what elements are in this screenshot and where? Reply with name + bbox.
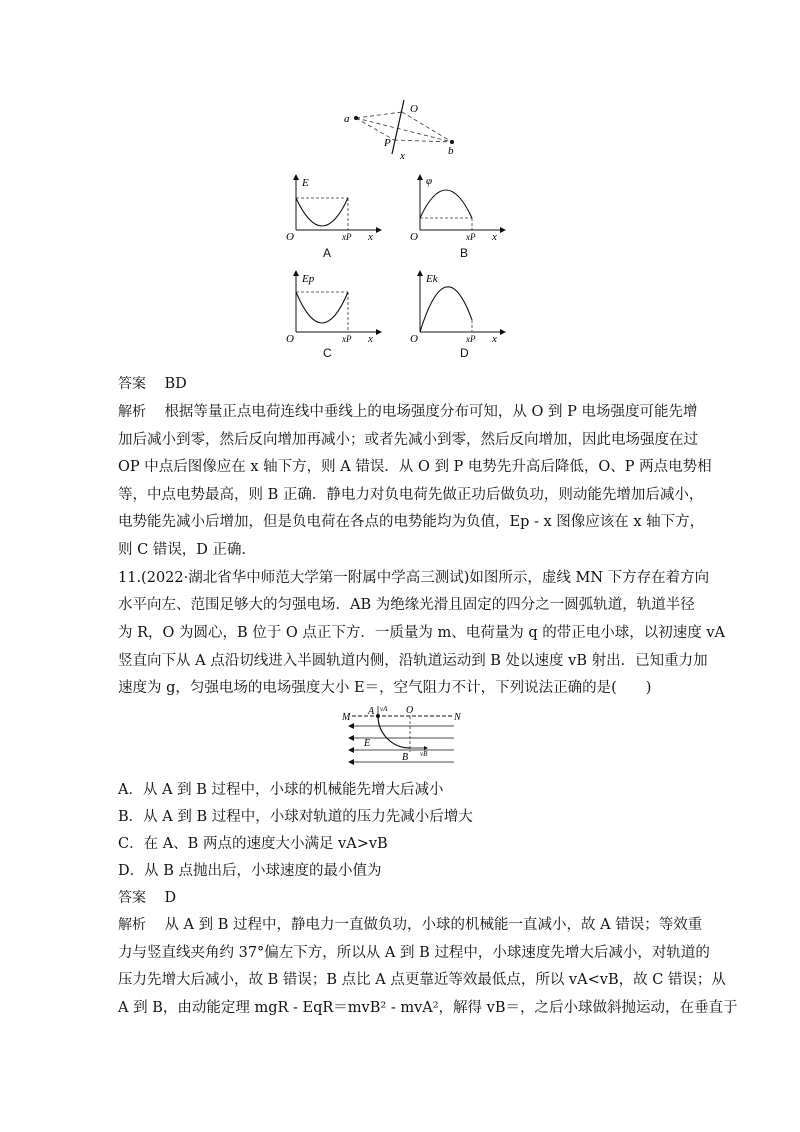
q11-label-M: M: [342, 712, 351, 723]
q11-stem-line-0: 11.(2022·湖北省华中师范大学第一附属中学高三测试)如图所示，虚线 MN 下方存在着方向: [118, 570, 710, 586]
q11-analysis-text-0: 从 A 到 B 过程中，静电力一直做负功，小球的机械能一直减小，故 A 错误；等效重: [164, 917, 703, 933]
q11-option-d: D．从 B 点抛出后，小球速度的最小值为: [118, 863, 382, 879]
q11-answer: D: [164, 890, 177, 906]
q11-analysis-line-2: 压力先增大后减小，故 B 错误；B 点比 A 点更靠近等效最低点，所以 vA<vB，故 C 错误；从: [118, 972, 726, 988]
q10-answer-row: [118, 374, 690, 394]
graph-a: [284, 172, 384, 242]
graph-c-caption: C: [323, 346, 332, 360]
q10-answer: BD: [164, 376, 187, 392]
graph-a-caption: A: [323, 246, 332, 260]
graph-d-caption: D: [460, 346, 469, 360]
q11-label-O: O: [406, 705, 414, 716]
graph-a-x: x: [368, 231, 373, 242]
graph-d-ylabel: Ek: [426, 273, 438, 285]
q11-option-a: A．从 A 到 B 过程中，小球的机械能先增大后减小: [118, 782, 444, 798]
q10-analysis-line-0: [118, 402, 698, 422]
graph-a-origin: O: [286, 231, 294, 242]
graph-b-caption: B: [460, 246, 469, 260]
q11-label-N: N: [454, 712, 461, 723]
graph-b-ylabel: φ: [426, 175, 433, 187]
graph-b-xp: xP: [466, 232, 476, 242]
label-x: x: [400, 150, 405, 162]
q11-field-diagram: [338, 702, 468, 774]
graph-c: [284, 268, 384, 344]
graph-d: [408, 268, 508, 344]
label-b: b: [448, 145, 454, 157]
label-O: O: [410, 103, 418, 115]
graph-a-ylabel: E: [302, 177, 309, 189]
charge-diagram: [340, 98, 470, 163]
graph-c-xp: xP: [342, 334, 352, 344]
q11-stem-line-3: 竖直向下从 A 点沿切线进入半圆轨道内侧，沿轨道运动到 B 处以速度 vB 射出．已知重力加: [118, 653, 708, 669]
graph-c-origin: O: [286, 333, 294, 344]
q11-stem-line-4: 速度为 g，匀强电场的电场强度大小 E＝，空气阻力不计，下列说法正确的是( ): [118, 680, 652, 696]
graph-a-xp: xP: [342, 232, 352, 242]
q11-analysis-label: 解析: [118, 917, 146, 933]
q11-analysis-line-1: 力与竖直线夹角约 37°偏左下方，所以从 A 到 B 过程中，小球速度先增大后减小，对轨道的: [118, 945, 710, 961]
q11-analysis-line-0: [118, 915, 703, 935]
q11-answer-label: 答案: [118, 890, 146, 906]
graph-d-x: x: [492, 333, 497, 344]
q11-label-vB: vB: [420, 750, 428, 758]
q11-label-A: A: [368, 706, 375, 717]
graph-b: [408, 172, 508, 242]
q11-option-b: B．从 A 到 B 过程中，小球对轨道的压力先减小后增大: [118, 809, 473, 825]
q11-stem-line-2: 为 R，O 为圆心，B 位于 O 点正下方．一质量为 m、电荷量为 q 的带正电小球，以初速度 vA: [118, 625, 726, 641]
q10-answer-label: 答案: [118, 376, 146, 392]
q10-analysis-label: 解析: [118, 404, 146, 420]
graph-d-xp: xP: [466, 334, 476, 344]
q11-label-B: B: [402, 752, 409, 763]
label-P: P: [384, 137, 391, 149]
graph-d-origin: O: [410, 333, 418, 344]
q11-option-c: C．在 A、B 两点的速度大小满足 vA>vB: [118, 836, 388, 852]
q10-analysis-line-5: 则 C 错误，D 正确．: [118, 542, 257, 558]
graph-c-ylabel: Ep: [302, 273, 315, 285]
q10-analysis-line-1: 加后减小到零，然后反向增加再减小；或者先减小到零，然后反向增加，因此电场强度在过: [118, 432, 698, 448]
q10-analysis-line-4: 电势能先减小后增加，但是负电荷在各点的电势能均为负值，Ep - x 图像应该在 x 轴下方，: [118, 514, 705, 530]
graph-b-x: x: [492, 231, 497, 242]
q11-answer-row: [118, 888, 690, 908]
q10-analysis-line-3: 等，中点电势最高，则 B 正确．静电力对负电荷先做正功后做负功，则动能先增加后减小，: [118, 487, 704, 503]
label-a: a: [344, 113, 350, 125]
q11-stem-line-1: 水平向左、范围足够大的匀强电场．AB 为绝缘光滑且固定的四分之一圆弧轨道，轨道半径: [118, 597, 695, 613]
q11-label-vA: vA: [380, 705, 388, 713]
q10-analysis-text-0: 根据等量正点电荷连线中垂线上的电场强度分布可知，从 O 到 P 电场强度可能先增: [164, 404, 698, 420]
q10-analysis-line-2: OP 中点后图像应在 x 轴下方，则 A 错误．从 O 到 P 电势先升高后降低，O、P 两点电势相: [118, 459, 712, 475]
graph-c-x: x: [368, 333, 373, 344]
q11-analysis-line-3: A 到 B，由动能定理 mgR - EqR＝mvB² - mvA²，解得 vB＝，之后小球做斜抛运动，在垂直于: [118, 1000, 738, 1016]
graph-b-origin: O: [410, 231, 418, 242]
q11-label-E: E: [364, 738, 371, 749]
